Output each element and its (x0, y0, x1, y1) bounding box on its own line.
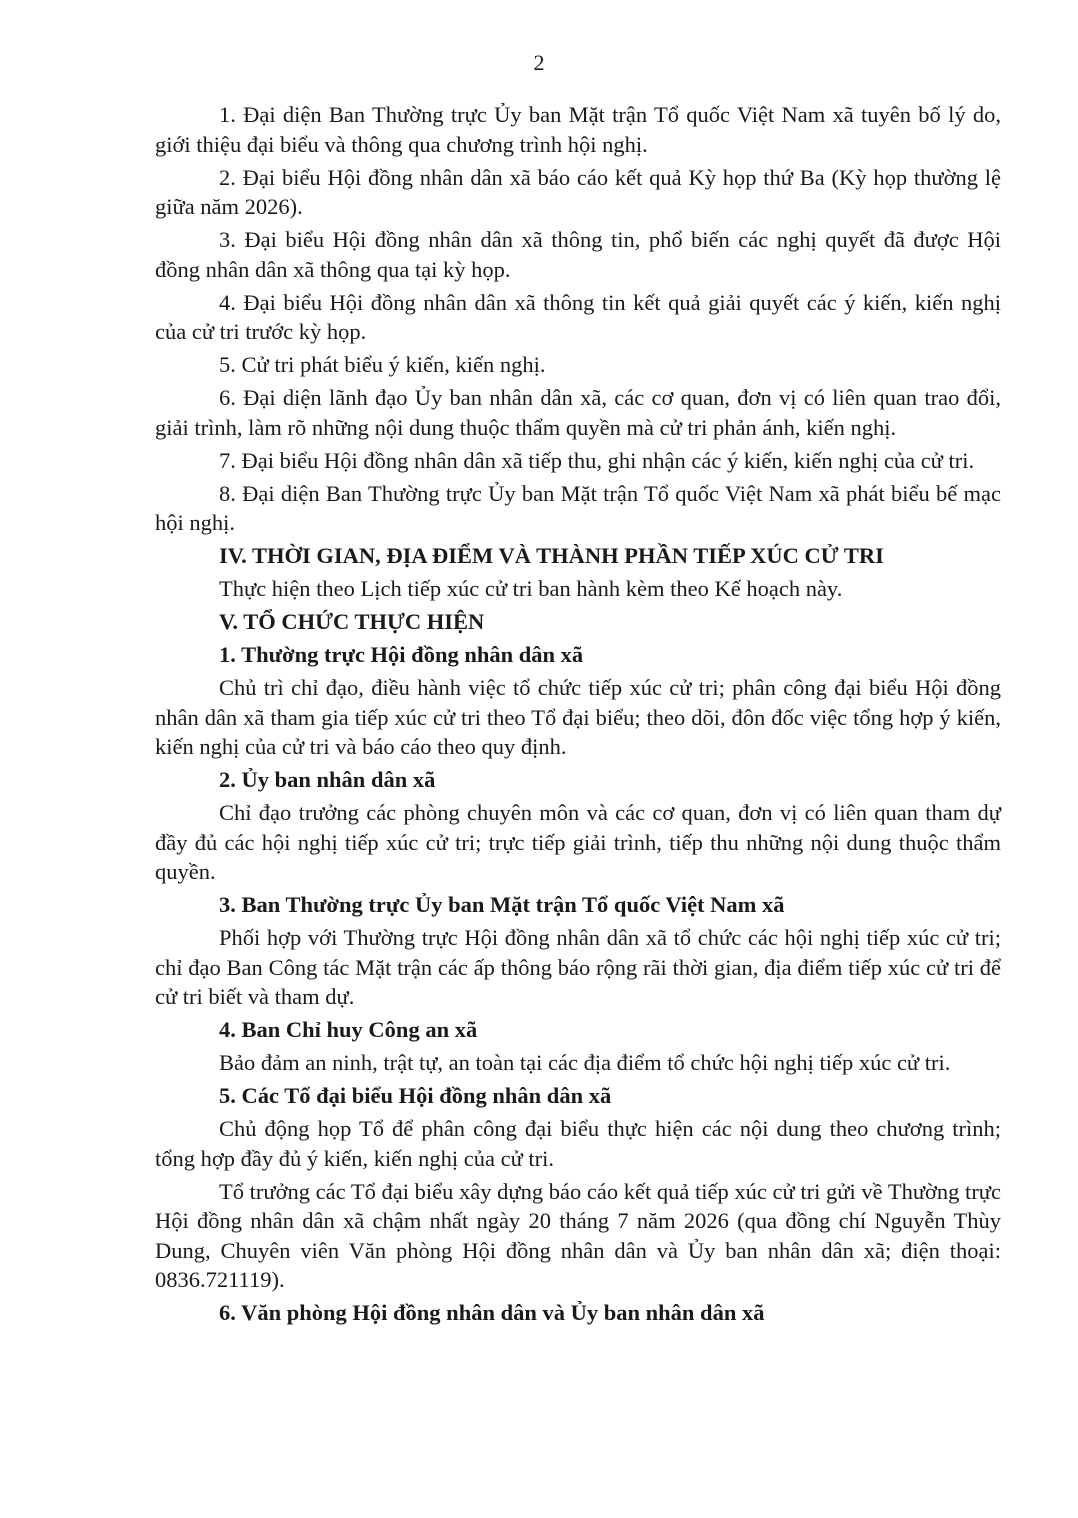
page-number: 2 (533, 50, 545, 75)
body-paragraph: 4. Đại biểu Hội đồng nhân dân xã thông tin kết quả giải quyết các ý kiến, kiến nghị của cử tri trước kỳ họp. (155, 289, 1001, 344)
section-heading: 6. Văn phòng Hội đồng nhân dân và Ủy ban nhân dân xã (219, 1300, 765, 1325)
section-heading: 3. Ban Thường trực Ủy ban Mặt trận Tổ quốc Việt Nam xã (219, 892, 785, 917)
body-paragraph: 3. Đại biểu Hội đồng nhân dân xã thông tin, phổ biến các nghị quyết đã được Hội đồng nhân dân xã thông qua tại kỳ họp. (155, 227, 1001, 282)
body-paragraph: Chủ trì chỉ đạo, điều hành việc tổ chức tiếp xúc cử tri; phân công đại biểu Hội đồng nhân dân xã tham gia tiếp xúc cử tri theo Tổ đại biểu; theo dõi, đôn đốc việc tổng hợp ý kiến, kiến nghị của cử tri và báo cáo theo quy định. (155, 675, 1001, 759)
body-paragraph: Chủ động họp Tổ để phân công đại biểu thực hiện các nội dung theo chương trình; tổng hợp đầy đủ ý kiến, kiến nghị của cử tri. (155, 1116, 1001, 1171)
document-body (155, 100, 1001, 1331)
body-paragraph: 1. Đại diện Ban Thường trực Ủy ban Mặt trận Tổ quốc Việt Nam xã tuyên bố lý do, giới thiệu đại biểu và thông qua chương trình hội nghị. (155, 102, 1001, 157)
body-paragraph: Thực hiện theo Lịch tiếp xúc cử tri ban hành kèm theo Kế hoạch này. (219, 576, 843, 601)
body-paragraph: Phối hợp với Thường trực Hội đồng nhân dân xã tổ chức các hội nghị tiếp xúc cử tri; chỉ đạo Ban Công tác Mặt trận các ấp thông báo rộng rãi thời gian, địa điểm tiếp xúc cử tri để cử tri biết và tham dự. (155, 925, 1001, 1009)
body-paragraph: 6. Đại diện lãnh đạo Ủy ban nhân dân xã, các cơ quan, đơn vị có liên quan trao đổi, giải trình, làm rõ những nội dung thuộc thẩm quyền mà cử tri phản ánh, kiến nghị. (155, 385, 1001, 440)
body-paragraph: Chỉ đạo trưởng các phòng chuyên môn và các cơ quan, đơn vị có liên quan tham dự đầy đủ các hội nghị tiếp xúc cử tri; trực tiếp giải trình, tiếp thu những nội dung thuộc thẩm quyền. (155, 800, 1001, 884)
body-paragraph: Tổ trưởng các Tổ đại biểu xây dựng báo cáo kết quả tiếp xúc cử tri gửi về Thường trực Hội đồng nhân dân xã chậm nhất ngày 20 tháng 7 năm 2026 (qua đồng chí Nguyễn Thùy Dung, Chuyên viên Văn phòng Hội đồng nhân dân và Ủy ban nhân dân xã; điện thoại: 0836.721119). (155, 1178, 1001, 1292)
section-heading: V. TỔ CHỨC THỰC HIỆN (219, 609, 485, 634)
section-heading: 4. Ban Chỉ huy Công an xã (219, 1017, 478, 1042)
section-heading: 5. Các Tổ đại biểu Hội đồng nhân dân xã (219, 1083, 612, 1108)
body-paragraph: Bảo đảm an ninh, trật tự, an toàn tại các địa điểm tổ chức hội nghị tiếp xúc cử tri. (219, 1050, 951, 1075)
body-paragraph: 2. Đại biểu Hội đồng nhân dân xã báo cáo kết quả Kỳ họp thứ Ba (Kỳ họp thường lệ giữa năm 2026). (155, 164, 1001, 219)
body-paragraph: 7. Đại biểu Hội đồng nhân dân xã tiếp thu, ghi nhận các ý kiến, kiến nghị của cử tri. (219, 447, 975, 473)
section-heading: 2. Ủy ban nhân dân xã (219, 767, 436, 792)
section-heading: 1. Thường trực Hội đồng nhân dân xã (219, 642, 584, 667)
body-paragraph: 8. Đại diện Ban Thường trực Ủy ban Mặt trận Tổ quốc Việt Nam xã phát biểu bế mạc hội nghị. (155, 480, 1001, 535)
section-heading: IV. THỜI GIAN, ĐỊA ĐIỂM VÀ THÀNH PHẦN TIẾP XÚC CỬ TRI (219, 543, 884, 568)
body-paragraph: 5. Cử tri phát biểu ý kiến, kiến nghị. (219, 352, 546, 377)
